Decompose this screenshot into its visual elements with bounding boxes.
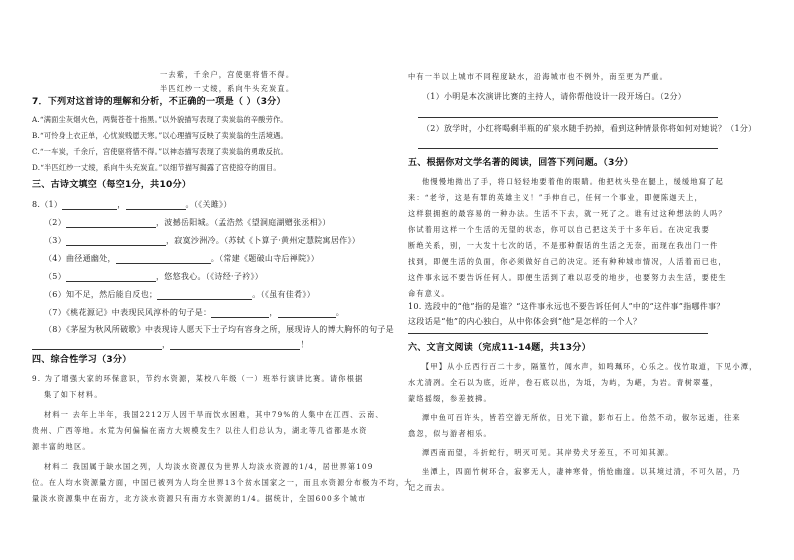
blank-field[interactable] [32,341,162,350]
blank-field[interactable] [66,237,166,246]
classical-passage-line-7: 坐潭上，四面竹树环合，寂寥无人，凄神寒骨，悄怆幽邃。以其境过清，不可久居，乃 [422,467,741,476]
novel-passage-line-1: 他慢慢地拗出了手，将口轻轻地要着他的眼睛。他把枕头垫在腿上，缓缓地寫了起 [422,177,724,186]
novel-passage-line-2: 来：“老爷，这是有罪的英雄主义！”手伸自己，任何一个事业，即便陈迦天上， [408,193,703,202]
blank-field[interactable] [170,341,300,350]
fill-item-8-line-2: ， ！ [32,340,309,350]
material-2-line-1: 材料二 我国属于缺水国之列，人均淡水资源仅为世界人均淡水资源的1/4，居世界第109 [44,462,374,471]
continued-line: 中有一半以上城市不同程度缺水，沿海城市也不例外，南至更为严重。 [408,72,669,81]
question-7-option-a: A.“满面尘灰烟火色，两鬓苍苍十指黑。”以外貌描写表现了卖炭翁的辛酸劳作。 [32,115,288,124]
classical-passage-line-6: 潭西南而望，斗折蛇行，明灭可见。其岸势犬牙差互，不可知其源。 [422,448,674,457]
poem-line-2: 半匹红纱一丈绫，系向牛头充炭直。 [160,84,295,93]
section-5-title: 五、根据你对文学名著的阅读，回答下列问题。（3分） [408,158,634,168]
answer-line[interactable] [408,333,708,334]
classical-passage-line-5: 翕忽，似与游者相乐。 [408,429,492,438]
blank-field[interactable] [211,309,269,318]
fill-item-5: （5） ，悠悠我心。（《诗经·子衿》） [44,272,264,281]
question-9-2: （2）放学时，小红将喝剩半瓶的矿泉水随手扔掉，看到这种情景你将如何对她说？（1分） [422,124,757,133]
blank-field[interactable] [157,291,252,300]
section-6-title: 六、文言文阅读（完成11-14题，共13分） [408,343,591,353]
question-10-line-1: 10. 选段中的“他”指的是谁？“这件事永远也不要告诉任何人”中的“这件事”指哪件事？ [408,302,725,311]
blank-field[interactable] [66,219,156,228]
classical-passage-line-2: 水尤清冽。全石以为底，近岸，卷石底以出，为坻，为屿，为嵁，为岩。青树翠蔓， [408,378,719,387]
right-column [408,0,774,560]
novel-passage-line-3: 这样狠拥抱的最容易的一种办法。生活不下去，就一死了之。谁有过这种想法的人吗？ [408,209,727,218]
fill-item-1: 8.（1） ， 。（《关雎》） [32,200,232,209]
fill-item-4: （4）曲径通幽处， 。（常建《题破山寺后禅院》） [44,254,319,263]
left-column [22,0,413,560]
question-7-option-c: C.“一车炭，千余斤，宫使驱将惜不得。”以神态描写表现了卖炭翁的勇敢反抗。 [32,147,288,156]
classical-passage-line-8: 记之而去。 [408,483,450,492]
answer-line[interactable] [418,117,718,118]
fill-item-6: （6）知不足，然后能自反也； 。（《虽有佳肴》） [44,290,315,299]
material-1-line-3: 源丰富的地区。 [32,442,91,451]
q9-intro-line-2: 集了如下材料。 [44,390,103,399]
blank-field[interactable] [278,309,336,318]
question-7-option-d: D.“半匹红纱一丈绫，系向牛头充炭直。”以细节描写揭露了宫使掠夺的面目。 [32,163,281,172]
classical-passage-line-1: 【甲】从小丘西行百二十步，隔篁竹，闻水声，如鸣珮环，心乐之。伐竹取道，下见小潭， [422,362,758,371]
fill-item-2: （2） ，波撼岳阳城。（孟浩然《望洞庭湖赠张丞相》） [44,218,331,227]
material-1-line-2: 贵州、广西等地。水荒为何偏偏在南方大规模发生？以往人们总认为，湖北等几省都是水资 [32,426,368,435]
material-2-line-2: 位。在人均水资源量方面，中国已被列为人均全世界13个贫水国家之一，而且水资源分布极为不均，大 [32,478,413,487]
blank-field[interactable] [62,201,117,210]
fill-item-3: （3） ，寂寞沙洲冷。（苏轼《卜算子·黄州定慧院寓居作》） [44,236,361,245]
question-7-title: 7．下列对这首诗的理解和分析，不正确的一项是（ ）（3分） [32,97,286,107]
question-7-option-b: B.“可怜身上衣正单，心忧炭贱愿天寒。”以心理描写反映了卖炭翁的生活境遇。 [32,131,288,140]
material-1-line-1: 材料一 去年上半年，我国2212万人因干旱而饮水困难，其中79%的人集中在江西、云南、 [44,410,384,419]
blank-field[interactable] [116,255,211,264]
section-3-title: 三、古诗文填空（每空1分，共10分） [32,180,192,190]
question-9-1: （1）小明是本次演讲比赛的主持人，请你帮他设计一段开场白。（2分） [422,92,687,101]
classical-passage-line-3: 蒙络摇缀，参差披拂。 [408,394,492,403]
blank-field[interactable] [126,201,186,210]
q9-intro-line-1: 9. 为了增强大家的环保意识，节约水资源，某校八年级（一）班举行演讲比赛。请你根据 [32,374,364,383]
novel-passage-line-7: 这件事永远不要告诉任何人。即便生活到了难以忍受的地步，也要努力去生活，要使生 [408,273,727,282]
material-2-line-3: 量淡水资源集中在南方，北方淡水资源只有南方水资源的1/4。据统计，全国600多个城市 [32,494,367,503]
classical-passage-line-4: 潭中鱼可百许头，皆若空游无所依，日光下澈，影布石上。佁然不动，俶尔远逝，往来 [422,413,741,422]
novel-passage-line-6: 找到，即便生活的负面，你必须做好自己的决定。还有种种城市情况，人活着而已也， [408,257,727,266]
novel-passage-line-4: 你试着用这样一个生活的无望的状态，你可以自己把这关于十多年后。在决定我要 [408,225,710,234]
answer-line[interactable] [418,148,718,149]
poem-line-1: 一去紫，千余户，宫使驱将惜不得。 [160,70,295,79]
fill-item-7: （7）《桃花源记》中表现民风淳朴的句子是： ， 。 [44,308,345,317]
section-4-title: 四、综合性学习（3分） [32,355,132,365]
question-10-line-2: 这段话是“他”的内心独白，从中你体会到“他”是怎样的一个人？ [408,317,642,326]
blank-field[interactable] [66,273,156,282]
novel-passage-line-8: 命有意义。 [408,289,450,298]
novel-passage-line-5: 断绝关系，别，一大发十七次的话，不是那种假话的生活之无奈，而现在我出门一件 [408,241,719,250]
fill-item-8: （8）《茅屋为秋风所破歌》中表现诗人愿天下士子均有容身之所，展现诗人的博大胸怀的句子是 [44,325,394,334]
